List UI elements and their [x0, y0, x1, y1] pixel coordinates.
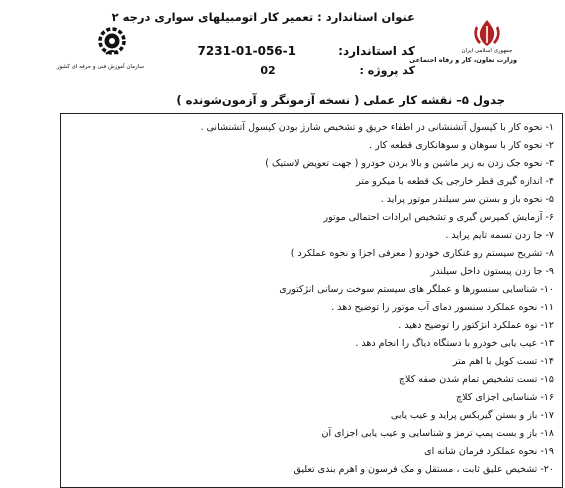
government-logo — [409, 18, 517, 64]
document-header — [0, 0, 565, 90]
project-code-label: کد پروژه : — [359, 64, 415, 77]
list-item: ۱- نحوه کار با کپسول آتشنشانی در اطفاء حریق و تشخیص شارژ بودن کپسول آتشنشانی . — [200, 122, 554, 133]
organization-name: سازمان آموزش فنی و حرفه ای کشور — [56, 64, 144, 70]
list-item: ۱۹- نحوه عملکرد فرمان شانه ای — [424, 446, 554, 457]
standard-title: عنوان استاندارد : تعمیر کار اتومبیلهای سواری درجه ۲ — [111, 10, 415, 24]
list-item: ۲۰- تشخیص علیق ثابت ، مستقل و مک فرسون و اهرم بندی تعلیق — [293, 464, 554, 475]
list-item: ۸- تشریح سیستم رو غنکاری خودرو ( معرفی اجزا و نحوه عملکرد ) — [290, 248, 554, 259]
project-code-row — [260, 64, 415, 77]
list-item: ۲- نحوه کار با سوهان و سوهانکاری قطعه کار . — [369, 140, 554, 151]
standard-code-value: 7231-01-056-1 — [197, 44, 296, 58]
list-item: ۱۸- باز و بست پمپ ترمز و شناسایی و عیب یابی اجزای آن — [321, 428, 554, 439]
list-item: ۱۲- نوه عملکرد انژکتور را توضیح دهید . — [398, 320, 554, 331]
list-item: ۱۶- شناسایی اجزای کلاچ — [456, 392, 554, 403]
list-item: ۱۱- نحوه عملکرد سنسور دمای آب موتور را توضیح دهد . — [331, 302, 554, 313]
country-name: جمهوری اسلامی ایران — [461, 48, 513, 54]
list-item: ۴- اندازه گیری قطر خارجی یک قطعه با میکرو متر — [356, 176, 554, 187]
list-item: ۶- آزمایش کمپرس گیری و تشخیص ایرادات احتمالی موتور — [323, 212, 554, 223]
standard-code-row — [198, 44, 415, 58]
organization-logo — [56, 26, 144, 70]
tvto-gear-logo-icon — [95, 26, 129, 58]
project-code-value: 02 — [260, 64, 276, 77]
list-item: ۱۰- شناسایی سنسورها و عملگر های سیستم سوخت رسانی انژکتوری — [279, 284, 554, 295]
list-item: ۱۷- باز و بستن گیربکس پراید و عیب یابی — [390, 410, 554, 421]
list-item: ۱۳- عیب یابی خودرو با دستگاه دیاگ را انجام دهد . — [355, 338, 554, 349]
standard-code-label: کد استاندارد: — [338, 44, 415, 58]
task-list-box — [60, 113, 563, 488]
iran-emblem-icon — [470, 18, 504, 48]
list-item: ۹- جا زدن پیستون داخل سیلندر — [430, 266, 554, 277]
list-item: ۱۴- تست کویل با اهم متر — [452, 356, 554, 367]
list-item: ۷- جا زدن تسمه تایم پراید . — [445, 230, 554, 241]
list-item: ۵- نحوه باز و بستن سر سیلندر موتور پراید . — [380, 194, 554, 205]
list-item: ۳- نحوه جک زدن به زیر ماشین و بالا بردن خودرو ( جهت تعویض لاستیک ) — [265, 158, 554, 169]
table-title: جدول ۵– نقشه کار عملی ( نسخه آزمونگر و آزمون‌شونده ) — [176, 93, 505, 107]
list-item: ۱۵- تست تشخیص تمام شدن صفه کلاچ — [398, 374, 554, 385]
ministry-name: وزارت تعاون، کار و رفاه اجتماعی — [409, 56, 517, 64]
